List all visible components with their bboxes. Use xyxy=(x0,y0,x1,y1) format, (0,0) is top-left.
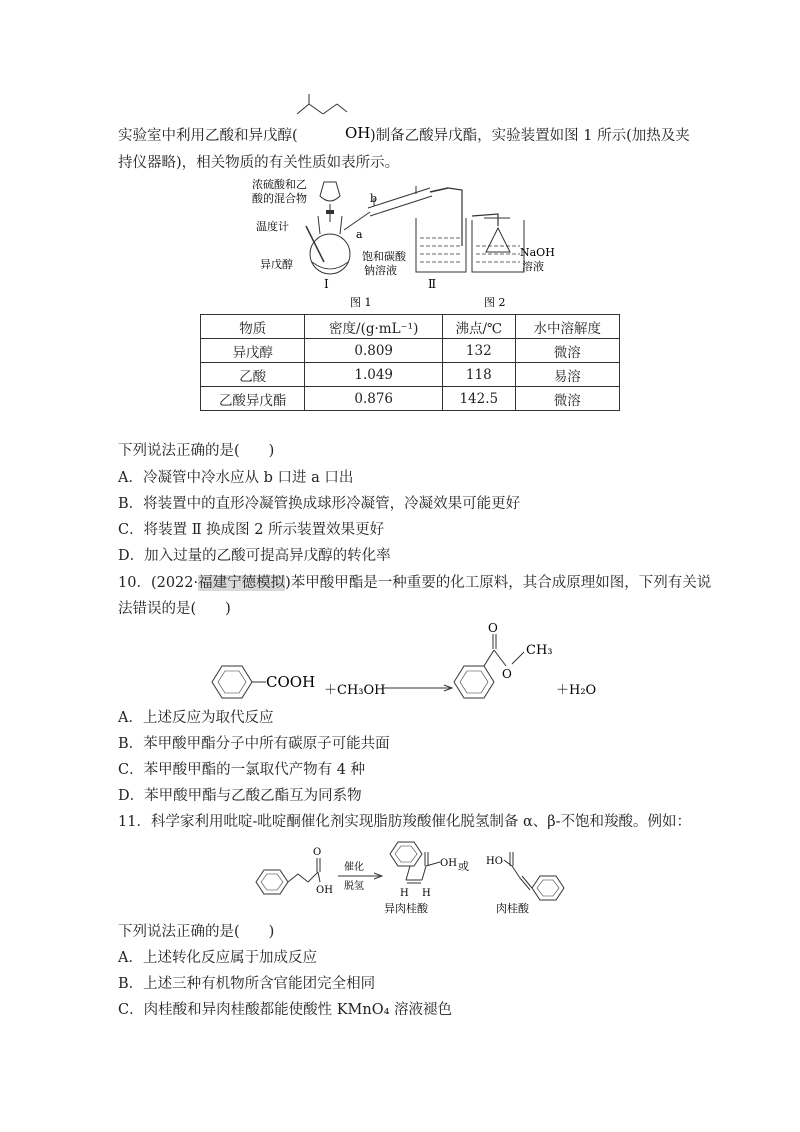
caption-fig1: 图 1 xyxy=(350,296,372,309)
q11-oh: OH xyxy=(316,885,333,896)
q10-stem-rest: )苯甲酸甲酯是一种重要的化工原料，其合成原理如图，下列有关说 xyxy=(285,575,712,591)
label-naoh-a: NaOH xyxy=(520,246,555,259)
methyl-label: CH₃ xyxy=(526,643,553,658)
property-table xyxy=(200,314,620,411)
ester-o: O xyxy=(502,667,512,681)
table-header-row xyxy=(201,315,620,339)
table-cell: 乙酸 xyxy=(201,363,305,387)
q10-stem-line2: 法错误的是( ) xyxy=(118,601,231,617)
table-header: 物质 xyxy=(201,315,305,339)
label-naoh-b: 溶液 xyxy=(522,260,544,273)
label-carbonate-a: 饱和碳酸 xyxy=(362,250,406,263)
label-mix-b: 酸的混合物 xyxy=(252,192,307,205)
table-cell: 132 xyxy=(443,339,516,363)
carbonyl-o: O xyxy=(488,621,498,635)
q9-option-a: A．冷凝管中冷水应从 b 口进 a 口出 xyxy=(118,470,354,486)
table-row xyxy=(201,387,620,411)
intro-line1-suffix: )制备乙酸异戊酯，实验装置如图 1 所示(加热及夹 xyxy=(370,128,690,144)
q11-o-top: O xyxy=(313,847,322,858)
apparatus-figure xyxy=(240,176,570,312)
plus-water: ＋H₂O xyxy=(556,683,597,698)
iso-h1: H xyxy=(400,888,409,899)
port-b-label: b xyxy=(370,192,378,205)
table-cell: 142.5 xyxy=(443,387,516,411)
table-cell: 1.049 xyxy=(305,363,443,387)
cat-top: 催化 xyxy=(344,862,364,873)
q10-source: 福建宁德模拟 xyxy=(198,575,286,591)
table-cell: 异戊醇 xyxy=(201,339,305,363)
intro-line1-prefix: 实验室中利用乙酸和异戊醇( xyxy=(118,128,298,144)
q11-option-b: B．上述三种有机物所含官能团完全相同 xyxy=(118,976,376,992)
cin-name: 肉桂酸 xyxy=(496,902,529,915)
oh-label: OH xyxy=(345,124,371,142)
table-row xyxy=(201,363,620,387)
q10-number: 10．(2022· xyxy=(118,575,199,591)
q11-reaction-scheme xyxy=(250,836,570,916)
q11-stem: 11．科学家利用吡啶-吡啶酮催化剂实现脂肪羧酸催化脱氢制备 α、β-不饱和羧酸。例如： xyxy=(118,814,692,830)
q11-option-c: C．肉桂酸和异肉桂酸都能使酸性 KMnO₄ 溶液褪色 xyxy=(118,1002,453,1018)
isoamyl-alcohol-structure xyxy=(295,92,375,148)
port-a-label: a xyxy=(356,228,363,241)
table-cell: 乙酸异戊酯 xyxy=(201,387,305,411)
q10-option-c: C．苯甲酸甲酯的一氯取代产物有 4 种 xyxy=(118,762,366,778)
iso-h2: H xyxy=(422,888,431,899)
label-thermometer: 温度计 xyxy=(256,220,289,233)
q9-stem: 下列说法正确的是( ) xyxy=(118,443,275,459)
table-cell: 0.809 xyxy=(305,339,443,363)
or-label: 或 xyxy=(458,860,469,873)
label-roman-1: Ⅰ xyxy=(324,277,329,291)
q11-stem2: 下列说法正确的是( ) xyxy=(118,924,275,940)
cooh-label: COOH xyxy=(266,673,316,691)
q10-option-d: D．苯甲酸甲酯与乙酸乙酯互为同系物 xyxy=(118,788,362,804)
q9-option-c: C．将装置 Ⅱ 换成图 2 所示装置效果更好 xyxy=(118,522,385,538)
table-cell: 微溶 xyxy=(515,339,619,363)
iso-oh: OH xyxy=(440,858,457,869)
caption-fig2: 图 2 xyxy=(484,296,506,309)
iso-name: 异肉桂酸 xyxy=(384,902,428,915)
cat-bottom: 脱氢 xyxy=(344,881,364,892)
q9-option-d: D．加入过量的乙酸可提高异戊醇的转化率 xyxy=(118,548,391,564)
table-cell: 118 xyxy=(443,363,516,387)
q10-stem-line1 xyxy=(118,573,711,593)
q10-option-b: B．苯甲酸甲酯分子中所有碳原子可能共面 xyxy=(118,736,390,752)
label-carbonate-b: 钠溶液 xyxy=(364,264,397,277)
cin-ho: HO xyxy=(486,856,503,867)
table-row xyxy=(201,339,620,363)
label-alcohol: 异戊醇 xyxy=(260,258,293,271)
table-header: 水中溶解度 xyxy=(515,315,619,339)
table-cell: 0.876 xyxy=(305,387,443,411)
table-header: 密度/(g·mL⁻¹) xyxy=(305,315,443,339)
table-cell: 易溶 xyxy=(515,363,619,387)
plus-methanol: ＋CH₃OH xyxy=(324,683,386,698)
label-roman-2: Ⅱ xyxy=(428,277,437,291)
q9-option-b: B．将装置中的直形冷凝管换成球形冷凝管，冷凝效果可能更好 xyxy=(118,496,521,512)
q10-option-a: A．上述反应为取代反应 xyxy=(118,710,274,726)
table-header: 沸点/℃ xyxy=(443,315,516,339)
q11-option-a: A．上述转化反应属于加成反应 xyxy=(118,950,317,966)
intro-line2: 持仪器略)，相关物质的有关性质如表所示。 xyxy=(118,155,400,171)
label-mix-a: 浓硫酸和乙 xyxy=(252,178,307,191)
table-cell: 微溶 xyxy=(515,387,619,411)
q10-reaction-scheme xyxy=(200,620,620,702)
